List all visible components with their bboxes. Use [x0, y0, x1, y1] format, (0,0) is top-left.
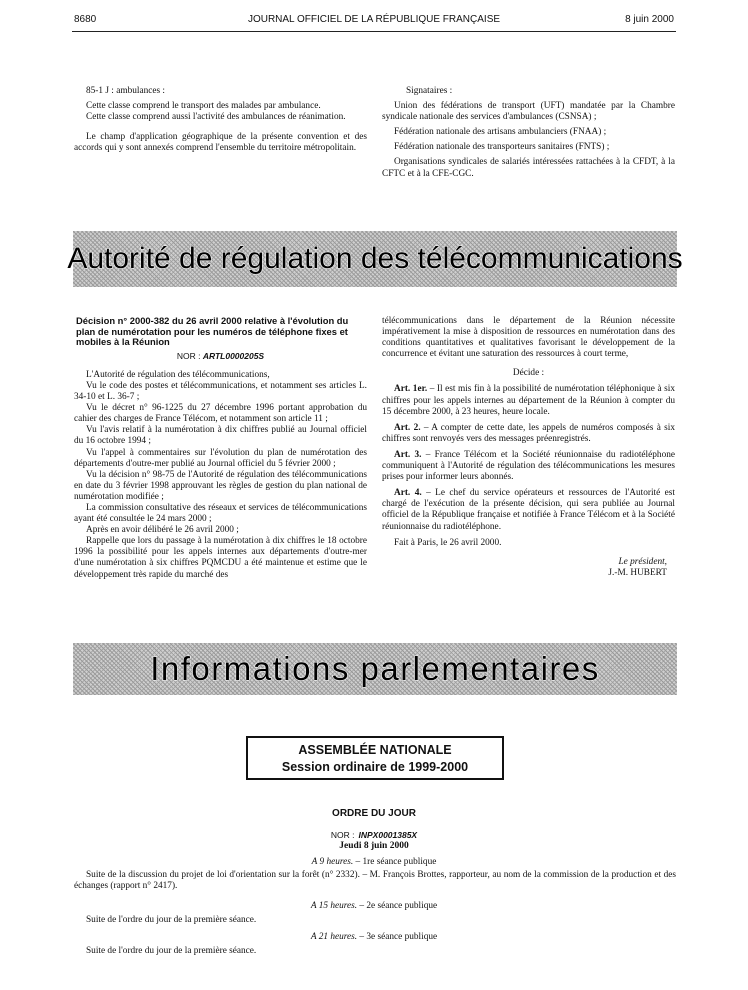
- paragraph: Après en avoir délibéré le 26 avril 2000 ;: [86, 525, 239, 536]
- session-1-heading: A 9 heures. – 1re séance publique: [311, 857, 437, 867]
- page-number: 8680: [74, 14, 97, 25]
- paragraph: Organisations syndicales de salariés intéressées rattachées à la CFDT, à la CFTC et à la CFE-CGC.: [382, 157, 675, 179]
- assembly-box: [246, 736, 504, 780]
- paragraph: Cette classe comprend le transport des malades par ambulance.: [86, 101, 321, 112]
- decision-title: Décision n° 2000-382 du 26 avril 2000 relative à l'évolution du plan de numérotation pour les numéros de téléphone fixes et mobiles à la Réunion: [76, 315, 349, 348]
- paragraph: Fédération nationale des transporteurs sanitaires (FNTS) ;: [394, 142, 610, 153]
- article-2: Art. 2. – A compter de cette date, les appels de numéros composés à six chiffres sont renvoyés vers des messages préenregistrés.: [382, 422, 675, 444]
- done-at: Fait à Paris, le 26 avril 2000.: [394, 537, 502, 548]
- paragraph: Cette classe comprend aussi l'activité des ambulances de réanimation.: [86, 112, 346, 123]
- article-4: Art. 4. – Le chef du service opérateurs et ressources de l'Autorité est chargé de l'exécution de la présente décision, qui sera publiée au Journal officiel de la République française et notifiée à France Télécom et à la Société réunionnaise du radiotéléphone.: [382, 488, 675, 532]
- article-3: Art. 3. – France Télécom et la Société réunionnaise du radiotéléphone communiquent à l'Autorité de régulation des télécommunications les mesures prises pour informer leurs abonnés.: [382, 449, 675, 483]
- session-2-text: Suite de l'ordre du jour de la première séance.: [86, 915, 257, 925]
- paragraph: Union des fédérations de transport (UFT) mandatée par la Chambre syndicale nationale des services d'ambulances (CSNSA) ;: [382, 101, 675, 123]
- signer-name: J.-M. HUBERT: [608, 567, 667, 578]
- decision-nor: NOR : ARTL0000205S: [176, 350, 265, 361]
- paragraph: Le champ d'application géographique de la présente convention et des accords qui y sont annexés comprend l'ensemble du territoire métropolitain.: [74, 132, 367, 154]
- section-banner-parliament: [73, 643, 677, 695]
- paragraph: Vu l'avis relatif à la numérotation à dix chiffres publié au Journal officiel du 16 octobre 1994 ;: [74, 425, 367, 447]
- article-1: Art. 1er. – Il est mis fin à la possibilité de numérotation téléphonique à six chiffres pour les appels internes au département de la Réunion à compter du 15 décembre 2000, à 23 heures, heure locale.: [382, 384, 675, 417]
- section-banner-title: Autorité de régulation des télécommunications: [67, 242, 683, 275]
- signer-role: Le président,: [618, 556, 667, 567]
- signature-block: [382, 557, 675, 579]
- paragraph: télécommunications dans le département de la Réunion nécessite impérativement la mise à disposition de ressources en numérotation dans des conditions quantitatives et qualitatives favorisant le développement de la concurrence et évitant une saturation des ressources à court terme,: [382, 316, 675, 360]
- header-date: 8 juin 2000: [625, 14, 674, 25]
- top-right-column: [382, 86, 675, 180]
- nor-code: INPX0001385X: [358, 830, 418, 840]
- paragraph: Rappelle que lors du passage à la numérotation à dix chiffres le 18 octobre 1996 la possibilité pour les appels internes aux départements d'outre-mer d'une numérotation à six chiffres PQMCDU a été maintenue et estime que le développement très rapide du marché des: [74, 536, 367, 580]
- top-left-column: [74, 86, 367, 154]
- header-rule: [72, 31, 676, 32]
- session-1-text: Suite de la discussion du projet de loi d'orientation sur la forêt (n° 2332). – M. François Brottes, rapporteur, au nom de la commission de la production et des échanges (rapport n° 2417).: [74, 870, 676, 892]
- paragraph: Vu l'appel à commentaires sur l'évolution du plan de numérotation des départements d'outre-mer publié au Journal officiel du 5 février 2000 ;: [74, 447, 367, 469]
- paragraph: Vu la décision n° 98-75 de l'Autorité de régulation des télécommunications en date du 3 février 1998 approuvant les règles de gestion du plan national de numérotation modifiée ;: [74, 469, 367, 502]
- nor-code: ARTL0000205S: [202, 350, 265, 361]
- signatories-heading: Signataires :: [406, 86, 453, 96]
- paragraph: Fédération nationale des artisans ambulanciers (FNAA) ;: [394, 127, 607, 138]
- session-3-heading: A 21 heures. – 3e séance publique: [310, 932, 438, 942]
- decision-left-column: [74, 316, 367, 581]
- session-label: Session ordinaire de 1999-2000: [281, 760, 469, 774]
- session-3-text: Suite de l'ordre du jour de la première séance.: [86, 946, 257, 956]
- decision-right-column: [382, 316, 675, 579]
- agenda-day: Jeudi 8 juin 2000: [339, 841, 409, 851]
- agenda-title: ORDRE DU JOUR: [332, 808, 416, 819]
- paragraph: 85-1 J : ambulances :: [86, 86, 166, 96]
- paragraph: Vu le décret n° 96-1225 du 27 décembre 1996 portant approbation du cahier des charges de France Télécom, et notamment son article 11 ;: [74, 403, 367, 425]
- paragraph: L'Autorité de régulation des télécommunications,: [86, 369, 270, 380]
- paragraph: La commission consultative des réseaux et services de télécommunications ayant été consultée le 24 mars 2000 ;: [74, 503, 367, 525]
- assembly-name: ASSEMBLÉE NATIONALE: [298, 743, 452, 757]
- journal-title: JOURNAL OFFICIEL DE LA RÉPUBLIQUE FRANÇAISE: [247, 14, 501, 25]
- session-2-heading: A 15 heures. – 2e séance publique: [310, 901, 438, 911]
- section-banner-title: Informations parlementaires: [150, 650, 600, 687]
- decide-heading: Décide :: [512, 368, 545, 379]
- agenda-nor: NOR : INPX0001385X: [330, 830, 418, 840]
- paragraph: Vu le code des postes et télécommunications, et notamment ses articles L. 34-10 et L. 36-7 ;: [74, 380, 367, 403]
- section-banner-telecom: [67, 231, 683, 287]
